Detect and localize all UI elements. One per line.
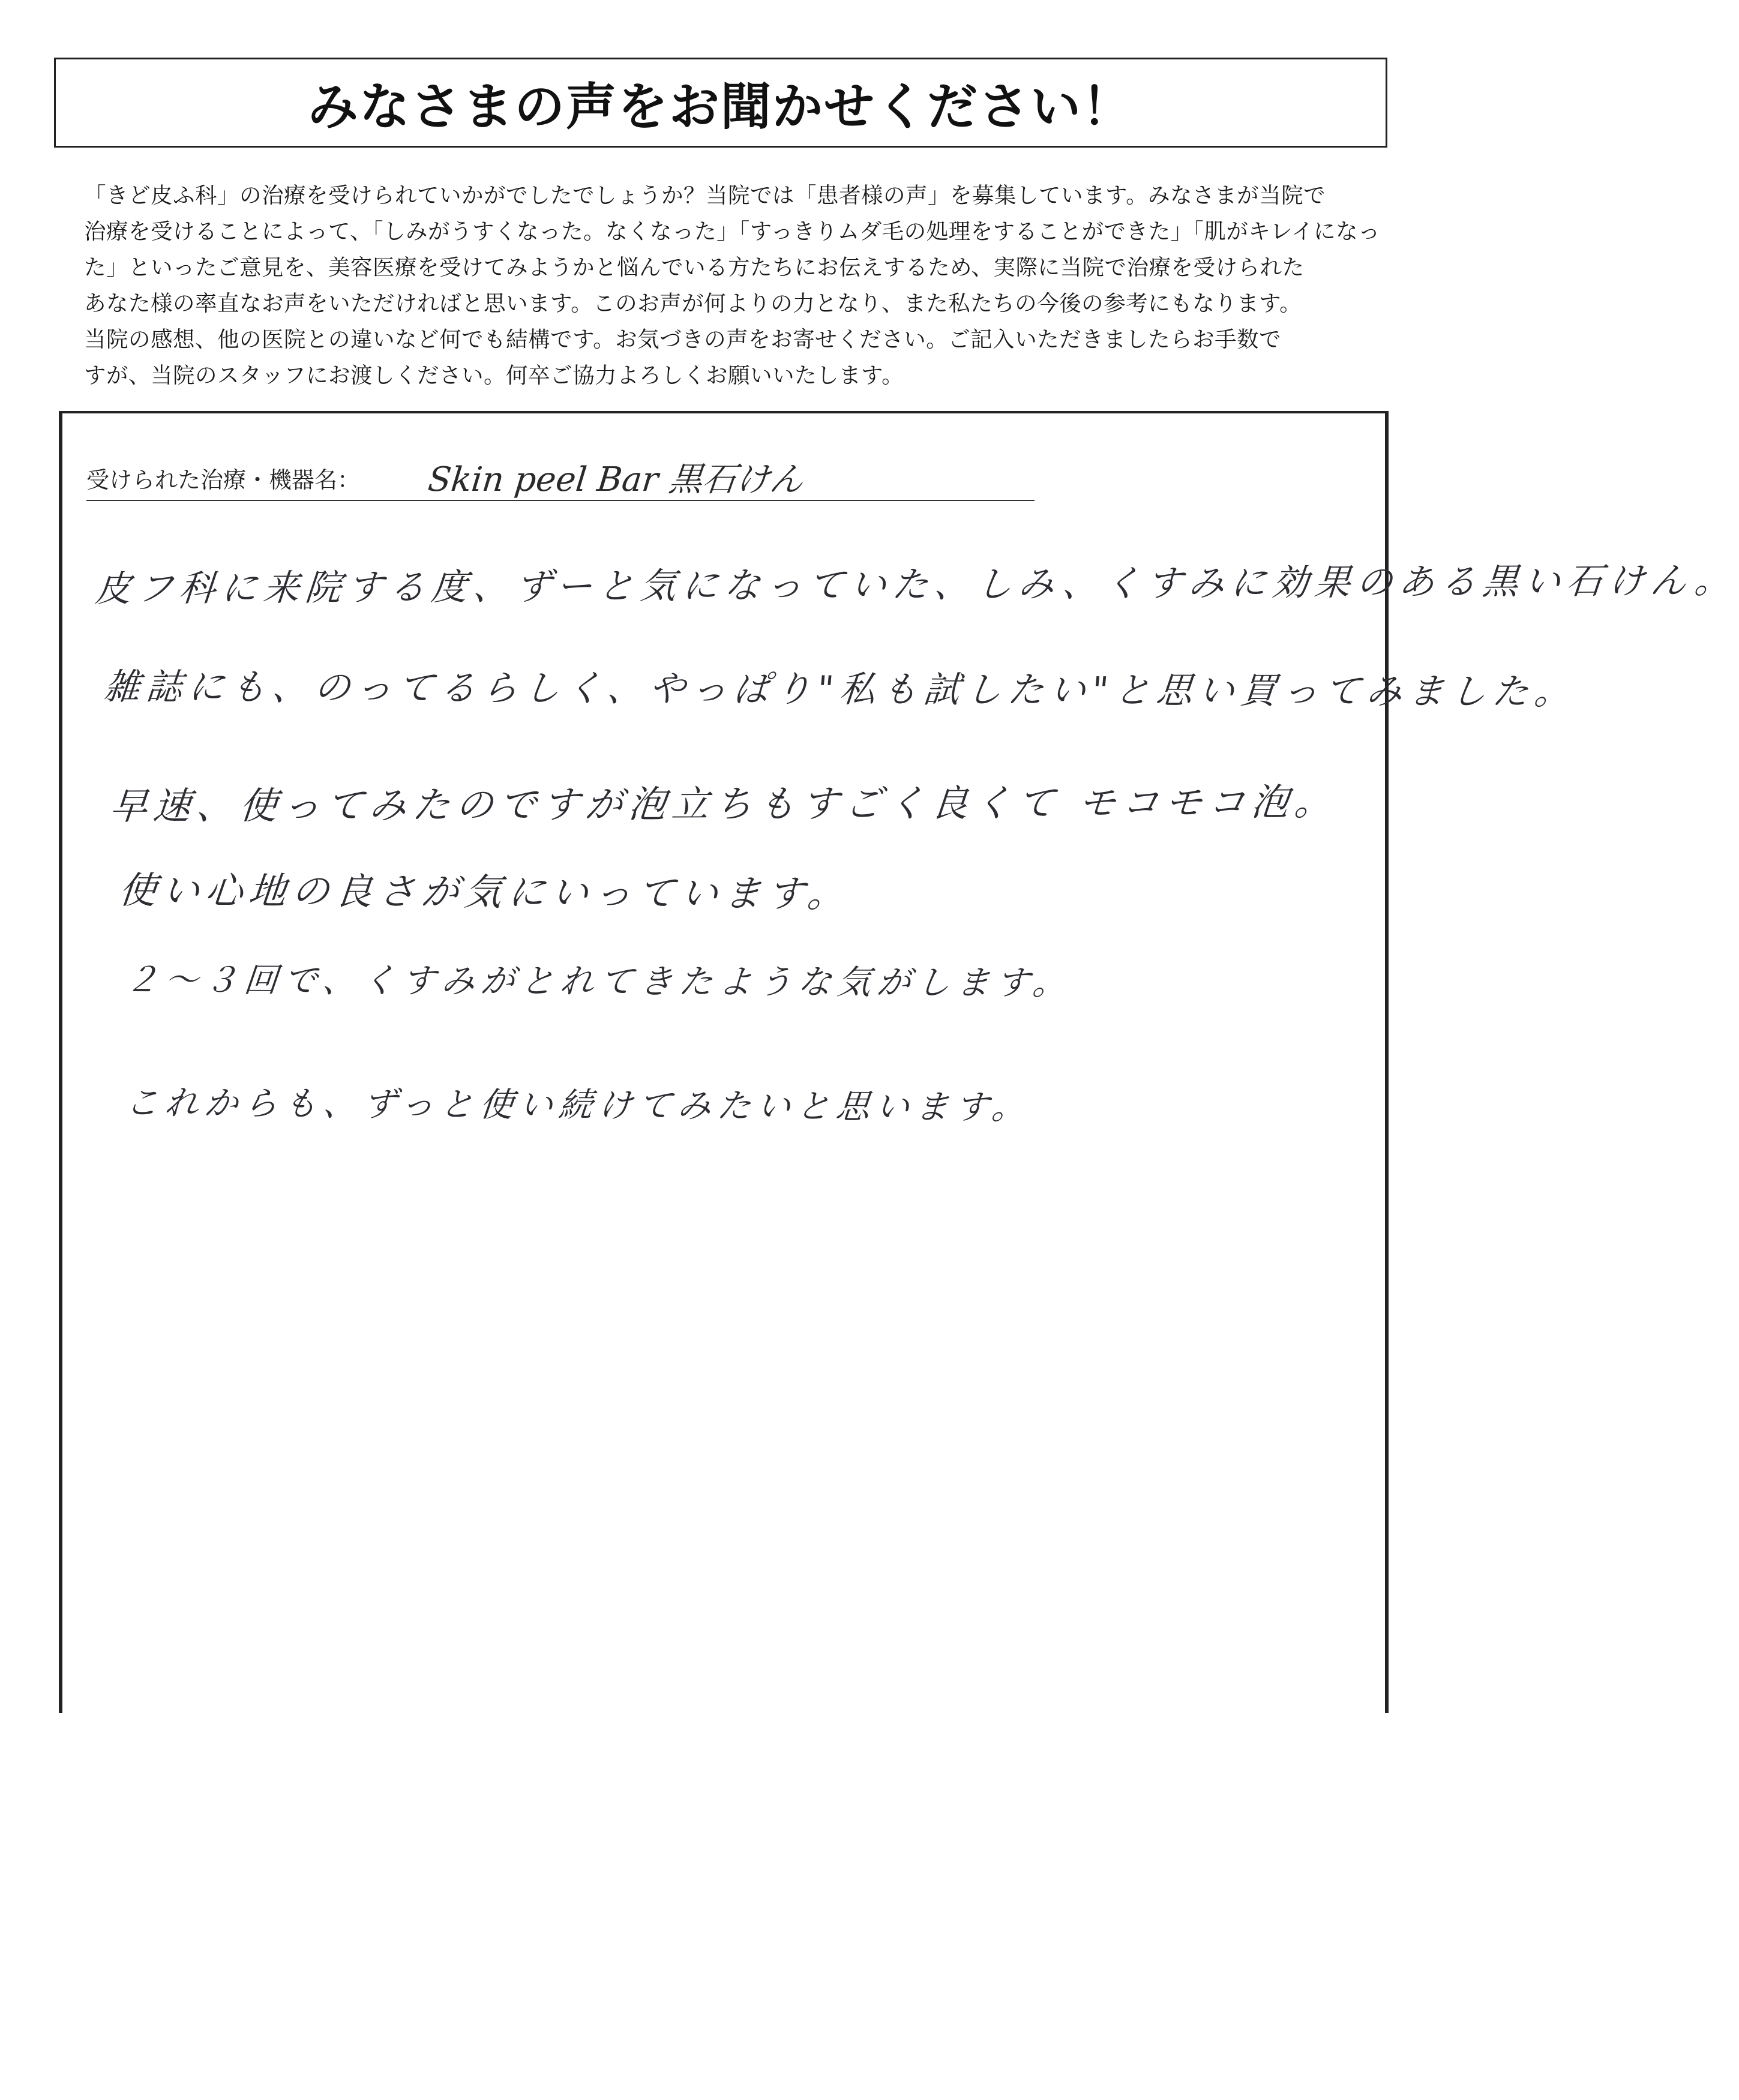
handwritten-line: 早速、使ってみたのですが泡立ちもすごく良くて モコモコ泡。: [108, 779, 1340, 829]
treatment-field: [86, 455, 1035, 501]
handwritten-line: 使い心地の良さが気にいっています。: [117, 868, 853, 916]
treatment-handwritten-value: Skin peel Bar 黒石けん: [426, 460, 805, 499]
feedback-form-box: [59, 411, 1738, 1713]
handwritten-line: ２～３回で、くすみがとれてきたような気がします。: [123, 961, 1074, 1003]
handwritten-line: 雑誌にも、のってるらしく、やっぱり"私も試したい"と思い買ってみました。: [102, 666, 1579, 713]
intro-paragraph: 「きど皮ふ科」の治療を受けられていかがでしたでしょうか？当院では「患者様の声」を募集しています。みなさまが当院で 治療を受けることによって、「しみがうすくなった。なくなった」「すっきりムダ毛の処理をすることができた」「肌がキレイになっ た」といったご意見を、美容医療を受けてみようかと悩んでいる方たちにお伝えするため、実際に当院で治療を受けられた あなた様の率直なお声をいただければと思います。このお声が何よりの力となり、また私たちの今後の参考にもなります。 当院の感想、他の医院との違いなど何でも結構です。お気づきの声をお寄せください。ご記入いただきましたらお手数で すが、当院のスタッフにお渡しください。何卒ご協力よろしくお願いいたします。: [84, 182, 1381, 388]
title-box: [54, 58, 1387, 148]
handwritten-line: 皮フ科に来院する度、ずーと気になっていた、しみ、くすみに効果のある黒い石けん。: [93, 559, 1738, 611]
page-title: みなさまの声をお聞かせください！: [307, 77, 1134, 136]
handwritten-line: これからも、ずっと使い続けてみたいと思います。: [123, 1084, 1033, 1127]
treatment-label: 受けられた治療・機器名：: [86, 467, 361, 493]
